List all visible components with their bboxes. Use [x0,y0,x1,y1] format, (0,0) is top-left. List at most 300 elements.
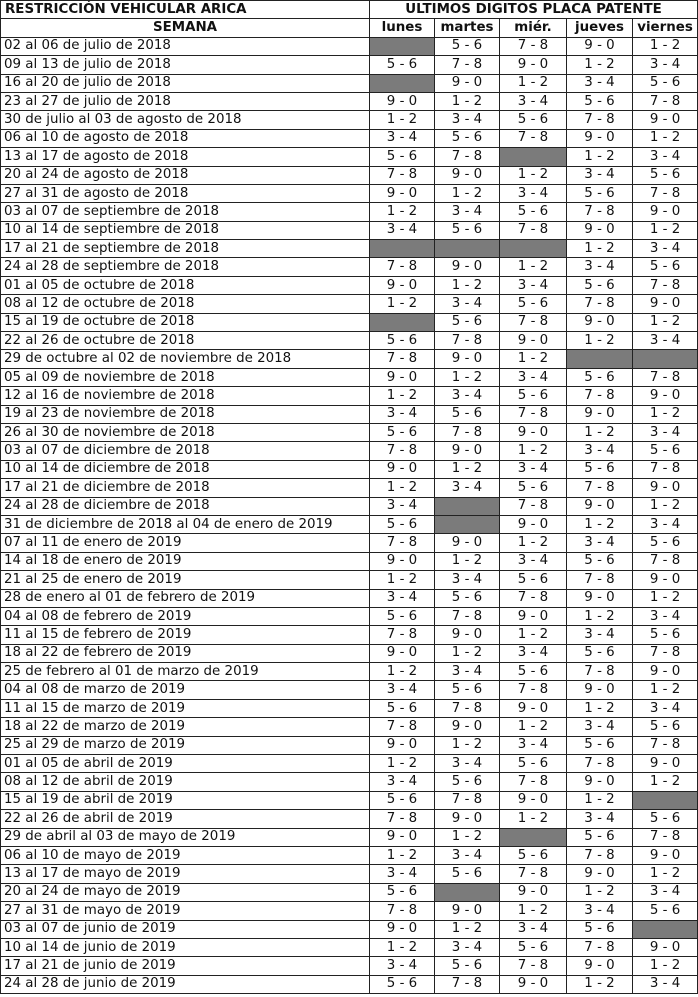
digit-cell: 9 - 0 [633,846,698,864]
digit-cell: 1 - 2 [435,920,500,938]
digit-cell: 3 - 4 [500,552,567,570]
week-cell: 09 al 13 de julio de 2018 [1,56,370,74]
digit-cell: 7 - 8 [633,460,698,478]
digit-cell: 3 - 4 [370,497,435,515]
week-cell: 14 al 18 de enero de 2019 [1,552,370,570]
table-row [1,74,698,92]
digit-cell: 9 - 0 [567,405,633,423]
digit-cell: 3 - 4 [370,405,435,423]
digit-cell: 3 - 4 [567,810,633,828]
digit-cell: 9 - 0 [633,111,698,129]
table-row [1,975,698,993]
week-cell: 22 al 26 de abril de 2019 [1,810,370,828]
digit-cell: 7 - 8 [567,846,633,864]
digit-cell: 7 - 8 [633,552,698,570]
digit-cell: 5 - 6 [500,938,567,956]
digit-cell: 7 - 8 [500,497,567,515]
digit-cell: 7 - 8 [567,938,633,956]
shaded-cell [500,148,567,166]
digit-cell: 1 - 2 [567,148,633,166]
digit-cell: 9 - 0 [567,957,633,975]
digit-cell: 9 - 0 [435,442,500,460]
digit-cell: 9 - 0 [370,276,435,294]
table-row [1,828,698,846]
shaded-cell [633,350,698,368]
week-cell: 20 al 24 de agosto de 2018 [1,166,370,184]
digit-cell: 9 - 0 [370,92,435,110]
digit-cell: 5 - 6 [500,387,567,405]
digit-cell: 5 - 6 [500,571,567,589]
digit-cell: 3 - 4 [633,148,698,166]
shaded-cell [435,883,500,901]
digit-cell: 9 - 0 [435,810,500,828]
table-row [1,773,698,791]
digit-cell: 5 - 6 [435,957,500,975]
week-cell: 10 al 14 de septiembre de 2018 [1,221,370,239]
table-row [1,332,698,350]
digit-cell: 1 - 2 [370,571,435,589]
week-cell: 05 al 09 de noviembre de 2018 [1,368,370,386]
digit-cell: 3 - 4 [500,460,567,478]
table-row [1,534,698,552]
digit-cell: 9 - 0 [370,368,435,386]
digit-cell: 1 - 2 [370,479,435,497]
table-row [1,920,698,938]
table-row [1,240,698,258]
shaded-cell [370,74,435,92]
digit-cell: 9 - 0 [500,699,567,717]
digit-cell: 9 - 0 [370,184,435,202]
digit-cell: 7 - 8 [567,111,633,129]
digit-cell: 5 - 6 [633,534,698,552]
digit-cell: 3 - 4 [500,736,567,754]
digit-cell: 3 - 4 [633,975,698,993]
digit-cell: 7 - 8 [500,589,567,607]
week-cell: 15 al 19 de octubre de 2018 [1,313,370,331]
digit-cell: 9 - 0 [435,902,500,920]
table-row [1,663,698,681]
digit-cell: 7 - 8 [500,681,567,699]
shaded-cell [435,497,500,515]
table-row [1,221,698,239]
digit-cell: 7 - 8 [633,184,698,202]
digit-cell: 5 - 6 [435,589,500,607]
digit-cell: 9 - 0 [567,37,633,55]
table-row [1,350,698,368]
digit-cell: 9 - 0 [435,74,500,92]
digit-cell: 3 - 4 [567,718,633,736]
digit-cell: 9 - 0 [567,497,633,515]
week-cell: 01 al 05 de octubre de 2018 [1,276,370,294]
week-cell: 28 de enero al 01 de febrero de 2019 [1,589,370,607]
shaded-cell [435,240,500,258]
shaded-cell [370,37,435,55]
digit-cell: 7 - 8 [567,387,633,405]
digit-cell: 7 - 8 [370,810,435,828]
table-row [1,276,698,294]
table-row [1,460,698,478]
digit-cell: 7 - 8 [370,166,435,184]
week-cell: 01 al 05 de abril de 2019 [1,755,370,773]
digit-cell: 7 - 8 [370,442,435,460]
digit-cell: 9 - 0 [633,295,698,313]
digit-cell: 7 - 8 [567,571,633,589]
digit-cell: 5 - 6 [633,258,698,276]
week-cell: 13 al 17 de mayo de 2019 [1,865,370,883]
week-cell: 07 al 11 de enero de 2019 [1,534,370,552]
digit-cell: 3 - 4 [370,773,435,791]
digit-cell: 5 - 6 [370,699,435,717]
week-cell: 18 al 22 de marzo de 2019 [1,718,370,736]
digit-cell: 1 - 2 [633,865,698,883]
table-row [1,368,698,386]
digit-cell: 1 - 2 [633,497,698,515]
digit-cell: 1 - 2 [633,773,698,791]
digit-cell: 5 - 6 [567,460,633,478]
shaded-cell [500,828,567,846]
table-row [1,129,698,147]
digit-cell: 3 - 4 [370,589,435,607]
digit-cell: 9 - 0 [370,736,435,754]
week-cell: 04 al 08 de marzo de 2019 [1,681,370,699]
digit-cell: 3 - 4 [633,240,698,258]
digit-cell: 5 - 6 [567,828,633,846]
digit-cell: 5 - 6 [633,902,698,920]
schedule-body [1,37,698,993]
table-row [1,148,698,166]
digit-cell: 9 - 0 [370,828,435,846]
digit-cell: 3 - 4 [500,184,567,202]
week-cell: 04 al 08 de febrero de 2019 [1,607,370,625]
digit-cell: 9 - 0 [633,663,698,681]
digit-cell: 5 - 6 [370,423,435,441]
day-header-miercoles: miér. [500,19,567,37]
table-row [1,791,698,809]
week-cell: 25 al 29 de marzo de 2019 [1,736,370,754]
digit-cell: 3 - 4 [500,92,567,110]
digit-cell: 3 - 4 [567,442,633,460]
week-cell: 21 al 25 de enero de 2019 [1,571,370,589]
digit-cell: 1 - 2 [500,810,567,828]
digit-cell: 3 - 4 [500,920,567,938]
table-row [1,442,698,460]
digit-cell: 5 - 6 [370,791,435,809]
digit-cell: 9 - 0 [567,681,633,699]
digit-cell: 7 - 8 [435,791,500,809]
digit-cell: 9 - 0 [370,552,435,570]
week-cell: 11 al 15 de febrero de 2019 [1,626,370,644]
digit-cell: 3 - 4 [435,387,500,405]
table-row [1,589,698,607]
week-cell: 15 al 19 de abril de 2019 [1,791,370,809]
digit-cell: 9 - 0 [370,460,435,478]
week-cell: 06 al 10 de mayo de 2019 [1,846,370,864]
digit-cell: 1 - 2 [500,350,567,368]
digit-cell: 7 - 8 [370,534,435,552]
digit-cell: 3 - 4 [435,755,500,773]
table-row [1,552,698,570]
digit-cell: 1 - 2 [435,644,500,662]
digit-cell: 7 - 8 [500,773,567,791]
digit-cell: 7 - 8 [633,92,698,110]
digit-cell: 1 - 2 [567,56,633,74]
digit-cell: 5 - 6 [567,184,633,202]
digit-cell: 1 - 2 [633,681,698,699]
digit-cell: 7 - 8 [567,295,633,313]
digit-cell: 3 - 4 [567,258,633,276]
digit-cell: 1 - 2 [567,975,633,993]
digit-cell: 7 - 8 [567,755,633,773]
digit-cell: 3 - 4 [435,479,500,497]
digit-cell: 5 - 6 [435,865,500,883]
digit-cell: 7 - 8 [370,350,435,368]
week-cell: 17 al 21 de junio de 2019 [1,957,370,975]
table-row [1,405,698,423]
digit-cell: 1 - 2 [633,957,698,975]
week-cell: 31 de diciembre de 2018 al 04 de enero de 2019 [1,515,370,533]
table-row [1,571,698,589]
week-cell: 27 al 31 de mayo de 2019 [1,902,370,920]
digit-cell: 1 - 2 [633,313,698,331]
table-row [1,479,698,497]
week-cell: 27 al 31 de agosto de 2018 [1,184,370,202]
digit-cell: 1 - 2 [567,423,633,441]
table-row [1,938,698,956]
digit-cell: 3 - 4 [435,295,500,313]
digit-cell: 7 - 8 [633,828,698,846]
digit-cell: 9 - 0 [500,332,567,350]
digit-cell: 9 - 0 [435,534,500,552]
digit-cell: 7 - 8 [435,56,500,74]
week-cell: 17 al 21 de septiembre de 2018 [1,240,370,258]
digit-cell: 1 - 2 [370,846,435,864]
digit-cell: 5 - 6 [370,148,435,166]
digit-cell: 5 - 6 [633,166,698,184]
digit-cell: 9 - 0 [500,607,567,625]
digit-cell: 7 - 8 [500,865,567,883]
table-row [1,902,698,920]
digit-cell: 5 - 6 [435,221,500,239]
digit-cell: 7 - 8 [500,405,567,423]
digit-cell: 9 - 0 [633,387,698,405]
digit-cell: 9 - 0 [633,479,698,497]
week-cell: 29 de octubre al 02 de noviembre de 2018 [1,350,370,368]
digit-cell: 5 - 6 [567,92,633,110]
digit-cell: 5 - 6 [633,74,698,92]
digit-cell: 3 - 4 [567,74,633,92]
digit-cell: 7 - 8 [435,423,500,441]
digit-cell: 1 - 2 [567,607,633,625]
digit-cell: 3 - 4 [500,368,567,386]
table-row [1,92,698,110]
digit-cell: 7 - 8 [435,607,500,625]
digit-cell: 5 - 6 [370,607,435,625]
week-cell: 12 al 16 de noviembre de 2018 [1,387,370,405]
digit-cell: 7 - 8 [567,663,633,681]
digit-cell: 1 - 2 [370,295,435,313]
digit-cell: 5 - 6 [567,552,633,570]
digit-cell: 9 - 0 [435,258,500,276]
digit-cell: 1 - 2 [435,828,500,846]
digit-cell: 9 - 0 [567,865,633,883]
digit-cell: 9 - 0 [567,129,633,147]
week-cell: 17 al 21 de diciembre de 2018 [1,479,370,497]
week-cell: 24 al 28 de junio de 2019 [1,975,370,993]
digit-cell: 1 - 2 [567,332,633,350]
digit-cell: 7 - 8 [500,221,567,239]
digit-cell: 5 - 6 [435,773,500,791]
digit-cell: 5 - 6 [633,810,698,828]
digit-cell: 1 - 2 [567,883,633,901]
digit-cell: 7 - 8 [633,368,698,386]
digit-cell: 3 - 4 [435,111,500,129]
digit-cell: 1 - 2 [435,368,500,386]
table-row [1,883,698,901]
digit-cell: 3 - 4 [633,56,698,74]
digit-cell: 3 - 4 [633,699,698,717]
table-row [1,37,698,55]
digit-cell: 5 - 6 [500,663,567,681]
digit-cell: 5 - 6 [435,681,500,699]
digit-cell: 1 - 2 [500,718,567,736]
digit-cell: 5 - 6 [370,883,435,901]
digit-cell: 9 - 0 [633,203,698,221]
week-cell: 06 al 10 de agosto de 2018 [1,129,370,147]
digit-cell: 5 - 6 [500,295,567,313]
digit-cell: 5 - 6 [567,920,633,938]
digit-cell: 5 - 6 [567,736,633,754]
table-row [1,626,698,644]
digit-cell: 5 - 6 [633,718,698,736]
week-cell: 03 al 07 de diciembre de 2018 [1,442,370,460]
digit-cell: 1 - 2 [500,534,567,552]
shaded-cell [633,920,698,938]
digit-cell: 5 - 6 [370,975,435,993]
table-row [1,184,698,202]
week-cell: 10 al 14 de diciembre de 2018 [1,460,370,478]
digit-cell: 9 - 0 [633,571,698,589]
digit-cell: 3 - 4 [370,129,435,147]
table-row [1,295,698,313]
digit-cell: 5 - 6 [435,313,500,331]
digit-cell: 9 - 0 [500,56,567,74]
title-row [1,1,698,19]
digit-cell: 7 - 8 [567,203,633,221]
table-row [1,423,698,441]
digit-cell: 7 - 8 [435,148,500,166]
table-row [1,387,698,405]
week-cell: 30 de julio al 03 de agosto de 2018 [1,111,370,129]
digit-cell: 5 - 6 [435,405,500,423]
digit-cell: 3 - 4 [633,423,698,441]
table-row [1,957,698,975]
table-row [1,681,698,699]
digit-cell: 7 - 8 [500,957,567,975]
digit-cell: 3 - 4 [500,644,567,662]
digit-cell: 7 - 8 [435,699,500,717]
digit-cell: 1 - 2 [500,74,567,92]
week-cell: 03 al 07 de junio de 2019 [1,920,370,938]
digit-cell: 1 - 2 [500,626,567,644]
table-row [1,111,698,129]
digit-cell: 7 - 8 [370,718,435,736]
digit-cell: 9 - 0 [500,423,567,441]
table-row [1,644,698,662]
digit-cell: 9 - 0 [370,920,435,938]
digit-cell: 5 - 6 [500,755,567,773]
digit-cell: 7 - 8 [500,37,567,55]
digit-cell: 1 - 2 [567,699,633,717]
digit-cell: 3 - 4 [500,276,567,294]
digit-cell: 5 - 6 [567,644,633,662]
digit-cell: 9 - 0 [567,221,633,239]
digit-cell: 5 - 6 [567,368,633,386]
day-header-martes: martes [435,19,500,37]
table-row [1,718,698,736]
week-cell: 02 al 06 de julio de 2018 [1,37,370,55]
digit-cell: 9 - 0 [500,883,567,901]
week-cell: 24 al 28 de diciembre de 2018 [1,497,370,515]
digit-cell: 3 - 4 [633,515,698,533]
digit-cell: 3 - 4 [435,663,500,681]
digit-cell: 1 - 2 [435,460,500,478]
digit-cell: 1 - 2 [633,589,698,607]
table-row [1,736,698,754]
table-row [1,313,698,331]
shaded-cell [633,791,698,809]
week-cell: 19 al 23 de noviembre de 2018 [1,405,370,423]
digit-cell: 1 - 2 [370,938,435,956]
digit-cell: 3 - 4 [370,957,435,975]
digit-cell: 1 - 2 [633,37,698,55]
table-row [1,846,698,864]
digit-cell: 3 - 4 [567,902,633,920]
digit-cell: 1 - 2 [435,736,500,754]
digit-cell: 3 - 4 [370,221,435,239]
digit-cell: 3 - 4 [435,938,500,956]
week-cell: 08 al 12 de octubre de 2018 [1,295,370,313]
digit-cell: 3 - 4 [370,681,435,699]
digit-cell: 1 - 2 [500,166,567,184]
digit-cell: 1 - 2 [435,552,500,570]
digit-cell: 3 - 4 [633,883,698,901]
day-header-jueves: jueves [567,19,633,37]
digit-cell: 7 - 8 [633,736,698,754]
table-row [1,755,698,773]
week-cell: 03 al 07 de septiembre de 2018 [1,203,370,221]
semana-heading: SEMANA [1,19,370,37]
digit-cell: 5 - 6 [370,56,435,74]
digit-cell: 7 - 8 [500,313,567,331]
shaded-cell [500,240,567,258]
digit-cell: 1 - 2 [435,276,500,294]
digit-cell: 9 - 0 [500,791,567,809]
digit-cell: 1 - 2 [633,405,698,423]
week-cell: 08 al 12 de abril de 2019 [1,773,370,791]
shaded-cell [370,313,435,331]
digit-cell: 9 - 0 [500,975,567,993]
digit-cell: 9 - 0 [435,718,500,736]
digit-cell: 1 - 2 [633,129,698,147]
week-cell: 25 de febrero al 01 de marzo de 2019 [1,663,370,681]
digit-cell: 5 - 6 [633,442,698,460]
day-header-lunes: lunes [370,19,435,37]
shaded-cell [370,240,435,258]
week-cell: 29 de abril al 03 de mayo de 2019 [1,828,370,846]
digit-cell: 9 - 0 [500,515,567,533]
digit-cell: 7 - 8 [633,644,698,662]
digit-cell: 5 - 6 [500,203,567,221]
